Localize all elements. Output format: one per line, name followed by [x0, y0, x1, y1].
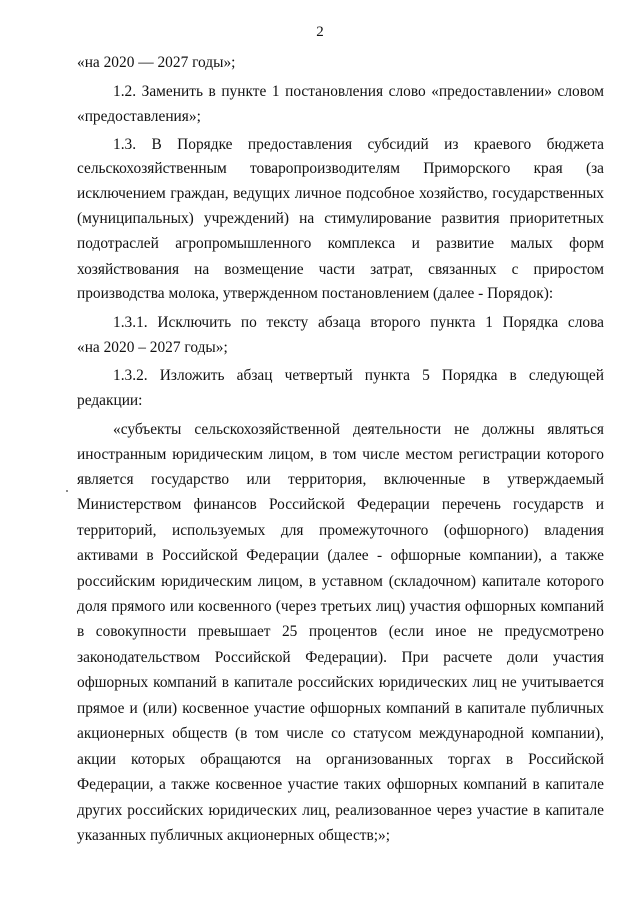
- text-line: законодательством Российской Федерации). При расчете доли участия: [77, 649, 604, 666]
- text-line: прямое и (или) косвенное участие офшорных компаний в капитале публичных: [77, 700, 604, 717]
- text-line: иностранным юридическим лицом, в том числе местом регистрации которого: [77, 446, 604, 463]
- text-line: «на 2020 – 2027 годы»;: [77, 339, 228, 356]
- text-line: российским юридическим лицом, в уставном (складочном) капитале которого: [77, 573, 604, 590]
- text-line: «на 2020 — 2027 годы»;: [77, 54, 236, 71]
- text-line: исключением граждан, ведущих личное подсобное хозяйство, государственных: [77, 185, 604, 202]
- text-line: 1.3.2. Изложить абзац четвертый пункта 5 Порядка в следующей: [113, 367, 604, 384]
- text-line: других российских юридических лиц, реализованное через участие в капитале: [77, 802, 604, 819]
- text-line: «предоставления»;: [77, 108, 201, 125]
- text-line: офшорных компаний в капитале российских юридических лиц не учитывается: [77, 674, 604, 691]
- text-line: «субъекты сельскохозяйственной деятельности не должны являться: [113, 421, 604, 438]
- text-line: хозяйствования на возмещение части затрат, связанных с приростом: [77, 261, 604, 278]
- text-line: 1.3. В Порядке предоставления субсидий из краевого бюджета: [113, 136, 604, 153]
- text-line: Министерством финансов Российской Федерации перечень государств и: [77, 496, 604, 513]
- text-line: производства молока, утвержденном постановлением (далее - Порядок):: [77, 285, 554, 302]
- text-line: 1.2. Заменить в пункте 1 постановления слово «предоставлении» словом: [113, 83, 604, 100]
- text-line: активами в Российской Федерации (далее - офшорные компании), а также: [77, 547, 604, 564]
- text-line: 1.3.1. Исключить по тексту абзаца второго пункта 1 Порядка слова: [113, 314, 604, 331]
- page-number: 2: [316, 24, 324, 40]
- text-line: доля прямого или косвенного (через третьих лиц) участия офшорных компаний: [77, 598, 604, 615]
- text-line: сельскохозяйственным товаропроизводителям Приморского края (за: [77, 160, 604, 177]
- text-line: является государство или территория, включенные в утверждаемый: [77, 471, 604, 488]
- text-line: в совокупности превышает 25 процентов (если иное не предусмотрено: [77, 623, 604, 640]
- text-line: Федерации, а также косвенное участие таких офшорных компаний в капитале: [77, 776, 604, 793]
- margin-dot: [66, 490, 68, 492]
- text-line: редакции:: [77, 392, 143, 409]
- text-line: акционерных обществ (в том числе со статусом международной компании),: [77, 725, 604, 742]
- text-line: (муниципальных) учреждений) на стимулирование развития приоритетных: [77, 210, 604, 227]
- text-line: указанных публичных акционерных обществ;»;: [77, 827, 391, 844]
- text-line: акции которых обращаются на организованных торгах в Российской: [77, 751, 604, 768]
- text-line: территорий, используемых для промежуточного (офшорного) владения: [77, 522, 604, 539]
- text-line: подотраслей агропромышленного комплекса и развитие малых форм: [77, 235, 604, 252]
